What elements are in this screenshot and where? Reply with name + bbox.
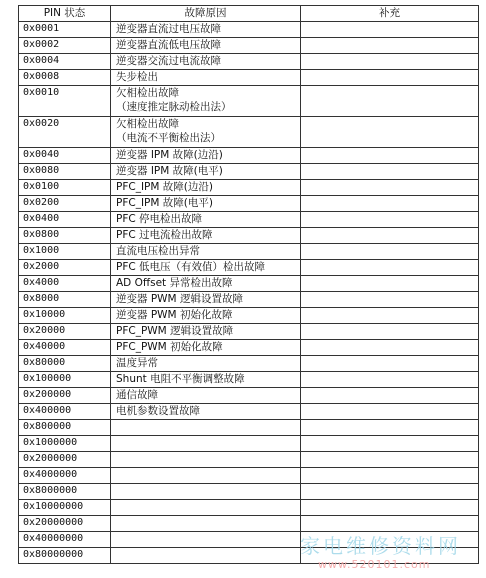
supplement-cell bbox=[301, 244, 479, 260]
supplement-cell bbox=[301, 228, 479, 244]
pin-status-cell: 0x0800 bbox=[19, 228, 111, 244]
table-row bbox=[19, 180, 479, 196]
fault-cause-cell bbox=[111, 22, 301, 38]
pin-status-cell: 0x80000000 bbox=[19, 548, 111, 564]
pin-status-cell: 0x200000 bbox=[19, 388, 111, 404]
supplement-cell bbox=[301, 516, 479, 532]
fault-cause-cell bbox=[111, 38, 301, 54]
table-row bbox=[19, 452, 479, 468]
pin-status-cell: 0x100000 bbox=[19, 372, 111, 388]
table-row bbox=[19, 388, 479, 404]
fault-cause-line: PFC_IPM 故障(边沿) bbox=[116, 181, 213, 193]
fault-cause-line: 逆变器 IPM 故障(电平) bbox=[116, 165, 223, 177]
pin-status-cell: 0x20000000 bbox=[19, 516, 111, 532]
fault-cause-cell bbox=[111, 516, 301, 532]
header-supplement: 补充 bbox=[301, 6, 479, 22]
fault-cause-line: 逆变器交流过电流故障 bbox=[116, 55, 221, 67]
fault-cause-cell bbox=[111, 212, 301, 228]
fault-cause-cell bbox=[111, 86, 301, 117]
table-row bbox=[19, 436, 479, 452]
pin-status-cell: 0x4000 bbox=[19, 276, 111, 292]
fault-cause-line: PFC_PWM 初始化故障 bbox=[116, 341, 223, 353]
fault-cause-cell bbox=[111, 500, 301, 516]
supplement-cell bbox=[301, 324, 479, 340]
fault-cause-line: 逆变器 PWM 初始化故障 bbox=[116, 309, 233, 321]
fault-cause-cell bbox=[111, 196, 301, 212]
fault-cause-line: 直流电压检出异常 bbox=[116, 245, 200, 257]
header-row bbox=[19, 6, 479, 22]
table-row bbox=[19, 532, 479, 548]
pin-status-cell: 0x8000 bbox=[19, 292, 111, 308]
table-row bbox=[19, 340, 479, 356]
table-row bbox=[19, 404, 479, 420]
fault-cause-line: （电流不平衡检出法） bbox=[116, 132, 221, 144]
fault-cause-line: AD Offset 异常检出故障 bbox=[116, 277, 233, 289]
supplement-cell bbox=[301, 500, 479, 516]
fault-cause-line: PFC_PWM 逻辑设置故障 bbox=[116, 325, 234, 337]
supplement-cell bbox=[301, 22, 479, 38]
pin-status-cell: 0x0400 bbox=[19, 212, 111, 228]
fault-cause-cell bbox=[111, 292, 301, 308]
fault-cause-cell bbox=[111, 70, 301, 86]
pin-status-cell: 0x0040 bbox=[19, 148, 111, 164]
supplement-cell bbox=[301, 404, 479, 420]
supplement-cell bbox=[301, 532, 479, 548]
pin-status-cell: 0x20000 bbox=[19, 324, 111, 340]
supplement-cell bbox=[301, 388, 479, 404]
fault-cause-cell bbox=[111, 388, 301, 404]
table-row bbox=[19, 86, 479, 117]
pin-status-cell: 0x0008 bbox=[19, 70, 111, 86]
table-row bbox=[19, 228, 479, 244]
watermark-url: www.520101.com bbox=[318, 558, 431, 571]
table-row bbox=[19, 54, 479, 70]
supplement-cell bbox=[301, 117, 479, 148]
pin-status-cell: 0x40000 bbox=[19, 340, 111, 356]
table-row bbox=[19, 356, 479, 372]
fault-cause-cell bbox=[111, 308, 301, 324]
fault-cause-cell bbox=[111, 324, 301, 340]
supplement-cell bbox=[301, 340, 479, 356]
table-row bbox=[19, 292, 479, 308]
table-row bbox=[19, 260, 479, 276]
fault-cause-line: PFC_IPM 故障(电平) bbox=[116, 197, 213, 209]
fault-cause-cell bbox=[111, 436, 301, 452]
supplement-cell bbox=[301, 38, 479, 54]
pin-status-cell: 0x400000 bbox=[19, 404, 111, 420]
table-row bbox=[19, 484, 479, 500]
pin-status-cell: 0x0004 bbox=[19, 54, 111, 70]
fault-cause-line: PFC 过电流检出故障 bbox=[116, 229, 213, 241]
supplement-cell bbox=[301, 70, 479, 86]
supplement-cell bbox=[301, 436, 479, 452]
fault-cause-line: 逆变器直流低电压故障 bbox=[116, 39, 221, 51]
fault-cause-cell bbox=[111, 468, 301, 484]
fault-cause-line: 通信故障 bbox=[116, 389, 158, 401]
table-row bbox=[19, 117, 479, 148]
fault-cause-cell bbox=[111, 340, 301, 356]
fault-cause-cell bbox=[111, 228, 301, 244]
fault-cause-line: PFC 停电检出故障 bbox=[116, 213, 203, 225]
pin-status-cell: 0x2000000 bbox=[19, 452, 111, 468]
supplement-cell bbox=[301, 86, 479, 117]
fault-cause-cell bbox=[111, 148, 301, 164]
pin-status-cell: 0x10000 bbox=[19, 308, 111, 324]
table-row bbox=[19, 148, 479, 164]
fault-cause-cell bbox=[111, 276, 301, 292]
fault-cause-line: 欠相检出故障 bbox=[116, 118, 179, 130]
table-row bbox=[19, 372, 479, 388]
fault-cause-line: Shunt 电阻不平衡调整故障 bbox=[116, 373, 245, 385]
supplement-cell bbox=[301, 372, 479, 388]
pin-status-cell: 0x0100 bbox=[19, 180, 111, 196]
pin-status-cell: 0x40000000 bbox=[19, 532, 111, 548]
supplement-cell bbox=[301, 308, 479, 324]
pin-status-cell: 0x8000000 bbox=[19, 484, 111, 500]
pin-status-cell: 0x0010 bbox=[19, 86, 111, 117]
pin-status-cell: 0x80000 bbox=[19, 356, 111, 372]
fault-cause-line: （速度推定脉动检出法） bbox=[116, 101, 232, 113]
table-row bbox=[19, 244, 479, 260]
table-row bbox=[19, 196, 479, 212]
table-row bbox=[19, 324, 479, 340]
table-row bbox=[19, 548, 479, 564]
table-row bbox=[19, 308, 479, 324]
supplement-cell bbox=[301, 356, 479, 372]
fault-cause-cell bbox=[111, 244, 301, 260]
fault-cause-line: 逆变器直流过电压故障 bbox=[116, 23, 221, 35]
fault-cause-cell bbox=[111, 164, 301, 180]
table-row bbox=[19, 420, 479, 436]
pin-status-cell: 0x0020 bbox=[19, 117, 111, 148]
fault-cause-cell bbox=[111, 356, 301, 372]
table-row bbox=[19, 500, 479, 516]
pin-status-cell: 0x0080 bbox=[19, 164, 111, 180]
fault-cause-line: 温度异常 bbox=[116, 357, 158, 369]
fault-code-table bbox=[18, 5, 479, 564]
table-row bbox=[19, 276, 479, 292]
supplement-cell bbox=[301, 54, 479, 70]
fault-cause-line: 逆变器 IPM 故障(边沿) bbox=[116, 149, 223, 161]
fault-cause-cell bbox=[111, 452, 301, 468]
header-fault-cause: 故障原因 bbox=[111, 6, 301, 22]
fault-cause-line: 欠相检出故障 bbox=[116, 87, 179, 99]
fault-cause-line: 逆变器 PWM 逻辑设置故障 bbox=[116, 293, 243, 305]
table-row bbox=[19, 22, 479, 38]
supplement-cell bbox=[301, 548, 479, 564]
pin-status-cell: 0x800000 bbox=[19, 420, 111, 436]
watermark-text: 家电维修资料网 bbox=[300, 534, 461, 558]
table-body bbox=[19, 22, 479, 564]
supplement-cell bbox=[301, 484, 479, 500]
supplement-cell bbox=[301, 468, 479, 484]
fault-cause-cell bbox=[111, 260, 301, 276]
supplement-cell bbox=[301, 148, 479, 164]
supplement-cell bbox=[301, 292, 479, 308]
fault-cause-line: 失步检出 bbox=[116, 71, 158, 83]
pin-status-cell: 0x1000000 bbox=[19, 436, 111, 452]
supplement-cell bbox=[301, 212, 479, 228]
table-row bbox=[19, 516, 479, 532]
fault-cause-cell bbox=[111, 420, 301, 436]
fault-cause-cell bbox=[111, 404, 301, 420]
supplement-cell bbox=[301, 420, 479, 436]
pin-status-cell: 0x10000000 bbox=[19, 500, 111, 516]
table-row bbox=[19, 468, 479, 484]
pin-status-cell: 0x0001 bbox=[19, 22, 111, 38]
table-row bbox=[19, 164, 479, 180]
supplement-cell bbox=[301, 260, 479, 276]
fault-cause-cell bbox=[111, 372, 301, 388]
table-row bbox=[19, 70, 479, 86]
supplement-cell bbox=[301, 180, 479, 196]
fault-cause-line: 电机参数设置故障 bbox=[116, 405, 200, 417]
fault-cause-cell bbox=[111, 117, 301, 148]
supplement-cell bbox=[301, 276, 479, 292]
fault-cause-cell bbox=[111, 532, 301, 548]
fault-cause-line: PFC 低电压（有效值）检出故障 bbox=[116, 261, 266, 273]
fault-cause-cell bbox=[111, 484, 301, 500]
header-pin-status: PIN 状态 bbox=[19, 6, 111, 22]
pin-status-cell: 0x0200 bbox=[19, 196, 111, 212]
fault-cause-cell bbox=[111, 548, 301, 564]
fault-cause-cell bbox=[111, 180, 301, 196]
pin-status-cell: 0x4000000 bbox=[19, 468, 111, 484]
supplement-cell bbox=[301, 164, 479, 180]
fault-cause-cell bbox=[111, 54, 301, 70]
pin-status-cell: 0x1000 bbox=[19, 244, 111, 260]
pin-status-cell: 0x2000 bbox=[19, 260, 111, 276]
table-row bbox=[19, 212, 479, 228]
table-row bbox=[19, 38, 479, 54]
supplement-cell bbox=[301, 452, 479, 468]
supplement-cell bbox=[301, 196, 479, 212]
pin-status-cell: 0x0002 bbox=[19, 38, 111, 54]
